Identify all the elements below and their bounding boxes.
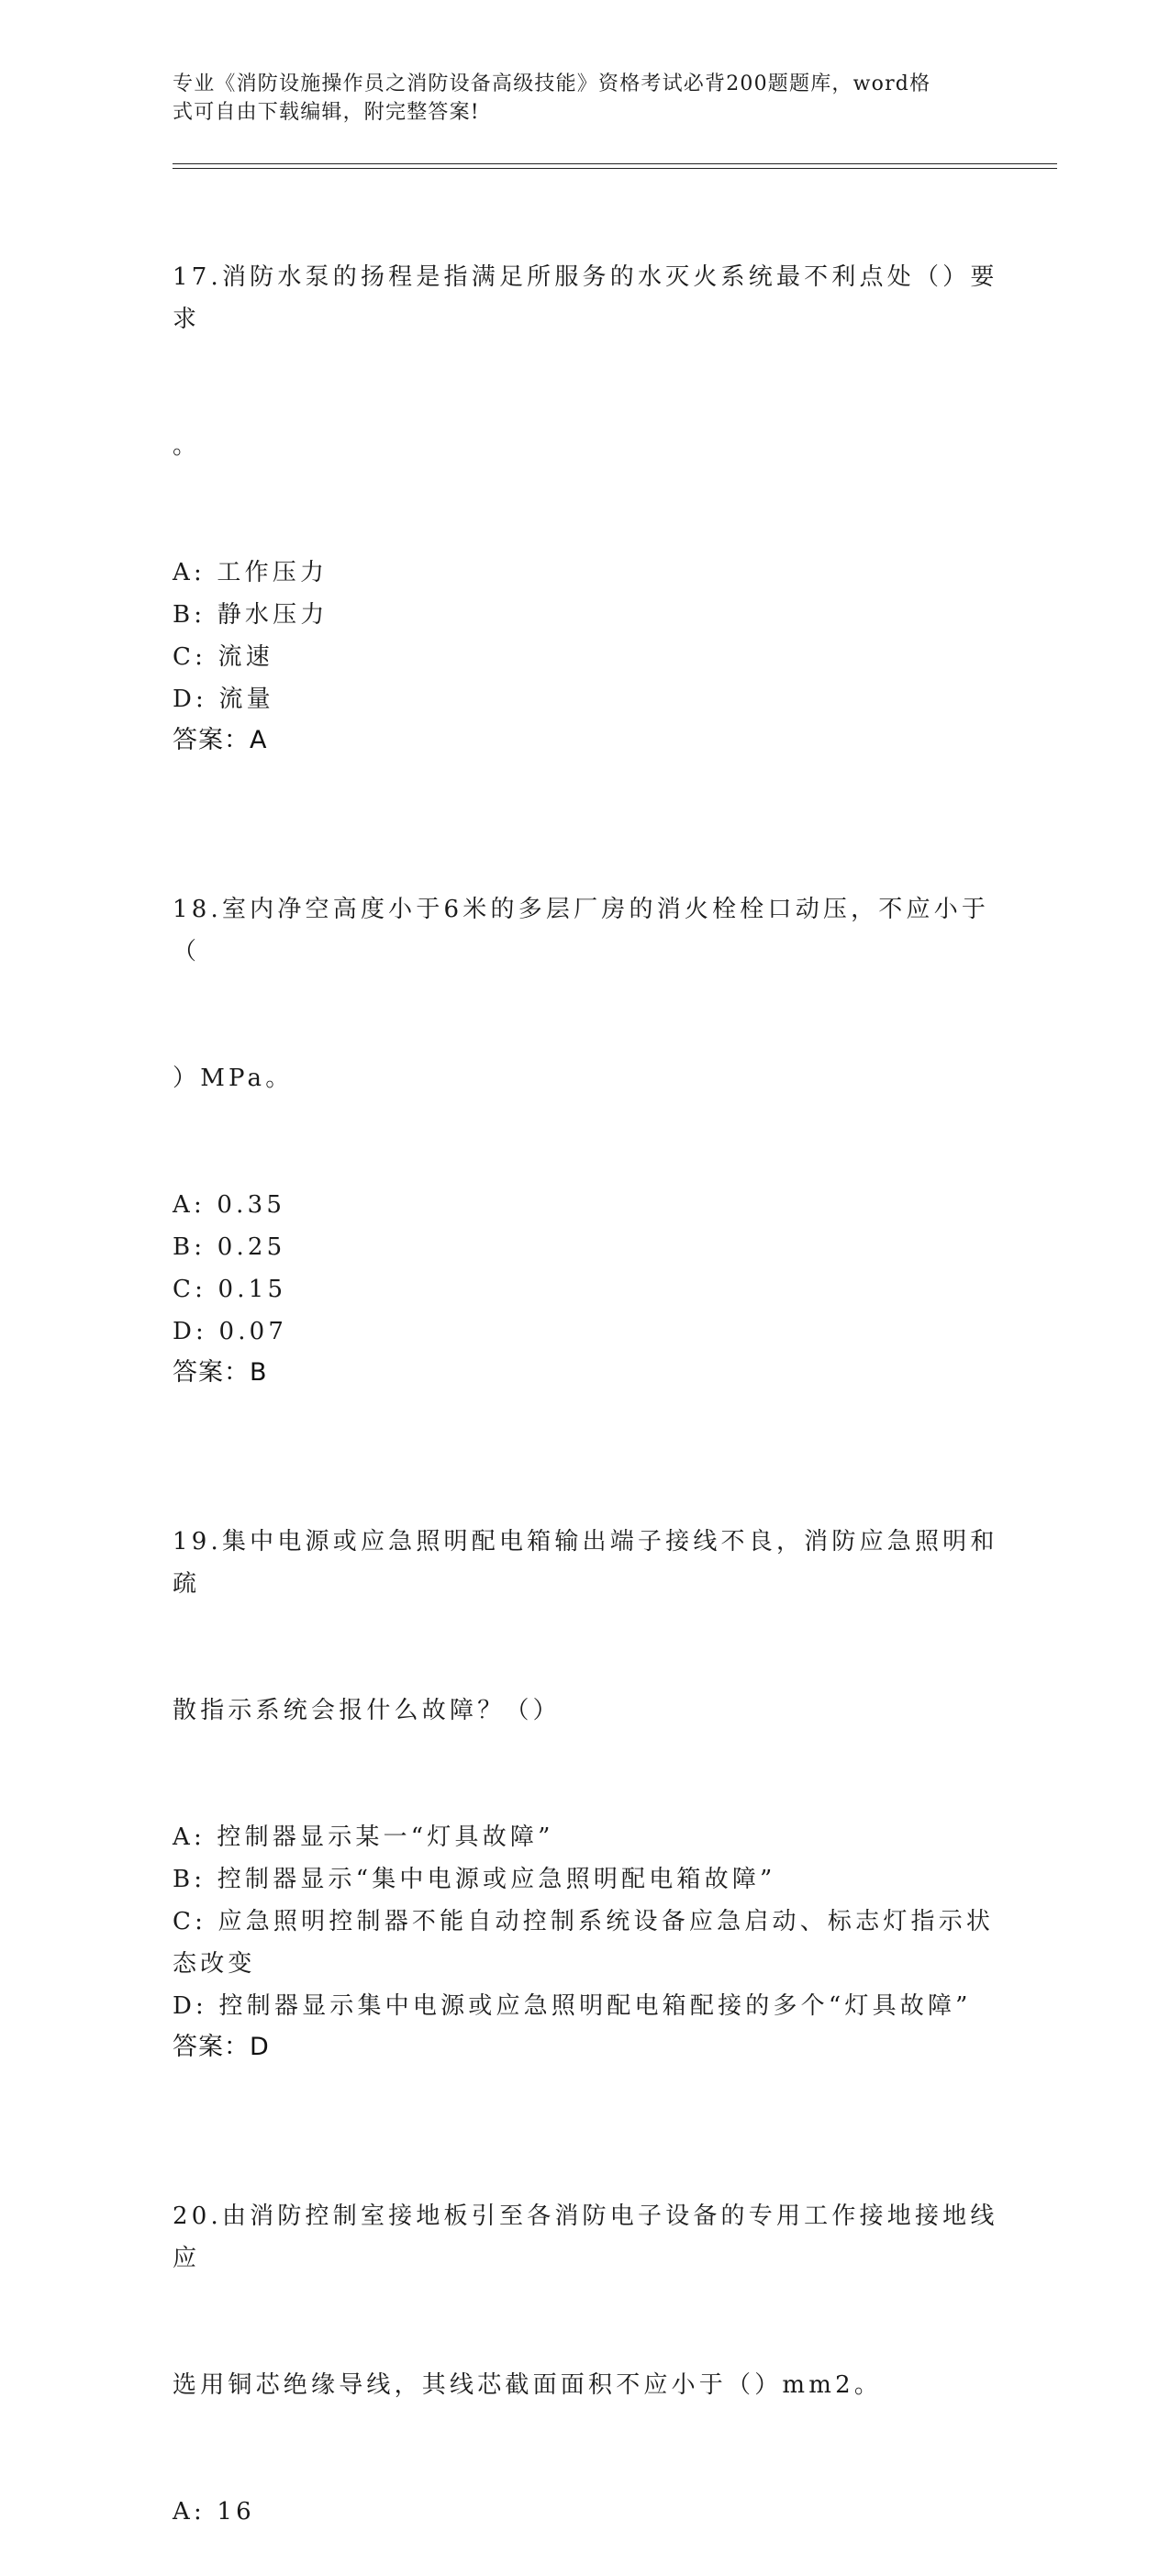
- option-a: A: 0.35: [173, 1191, 286, 1219]
- option-d: D: 流量: [173, 686, 274, 713]
- option-d: D: 控制器显示集中电源或应急照明配电箱配接的多个“灯具故障”: [173, 1992, 972, 2020]
- question-17: [173, 172, 998, 761]
- question-20: [173, 2111, 998, 2533]
- question-stem: [173, 1436, 998, 1816]
- answer: 答案：A: [173, 726, 268, 754]
- option-c: C: 应急照明控制器不能自动控制系统设备应急启动、标志灯指示状态改变: [173, 1908, 995, 1978]
- option-b: B: 控制器显示“集中电源或应急照明配电箱故障”: [173, 1866, 776, 1893]
- option-a: A: 16: [173, 2498, 255, 2526]
- question-stem-line: 19.集中电源或应急照明配电箱输出端子接线不良，消防应急照明和疏: [173, 1528, 998, 1598]
- question-stem-line: 选用铜芯绝缘导线，其线芯截面面积不应小于（）mm2。: [173, 2371, 883, 2399]
- option-c: C: 0.15: [173, 1276, 287, 1303]
- question-stem-line: 散指示系统会报什么故障？（）: [173, 1697, 561, 1724]
- question-list: [173, 172, 998, 2576]
- header-line-1: 专业《消防设施操作员之消防设备高级技能》资格考试必背200题题库，word格: [173, 72, 931, 95]
- option-b: B: 静水压力: [173, 601, 329, 629]
- question-stem: [173, 804, 998, 1184]
- option-a: A: 工作压力: [173, 559, 329, 586]
- question-stem-line: 。: [173, 432, 201, 460]
- header-divider-bottom: [173, 168, 1057, 169]
- question-stem-line: 20.由消防控制室接地板引至各消防电子设备的专用工作接地接地线应: [173, 2202, 998, 2272]
- document-header: [173, 70, 980, 127]
- option-c: C: 流速: [173, 643, 273, 671]
- question-stem: [173, 2111, 998, 2491]
- question-19: [173, 1436, 998, 2068]
- answer: 答案：B: [173, 1358, 268, 1387]
- header-divider-top: [173, 163, 1057, 164]
- header-line-2: 式可自由下载编辑，附完整答案!: [173, 101, 480, 124]
- question-stem-line: 17.消防水泵的扬程是指满足所服务的水灭火系统最不利点处（）要求: [173, 263, 998, 333]
- question-stem-line: 18.室内净空高度小于6米的多层厂房的消火栓栓口动压，不应小于（: [173, 896, 990, 965]
- answer: 答案：D: [173, 2033, 270, 2061]
- option-d: D: 0.07: [173, 1318, 288, 1345]
- question-18: [173, 804, 998, 1393]
- option-a: A: 控制器显示某一“灯具故障”: [173, 1823, 554, 1851]
- option-b: B: 0.25: [173, 1233, 286, 1261]
- question-stem: [173, 172, 998, 552]
- question-stem-line: ）MPa。: [173, 1065, 294, 1092]
